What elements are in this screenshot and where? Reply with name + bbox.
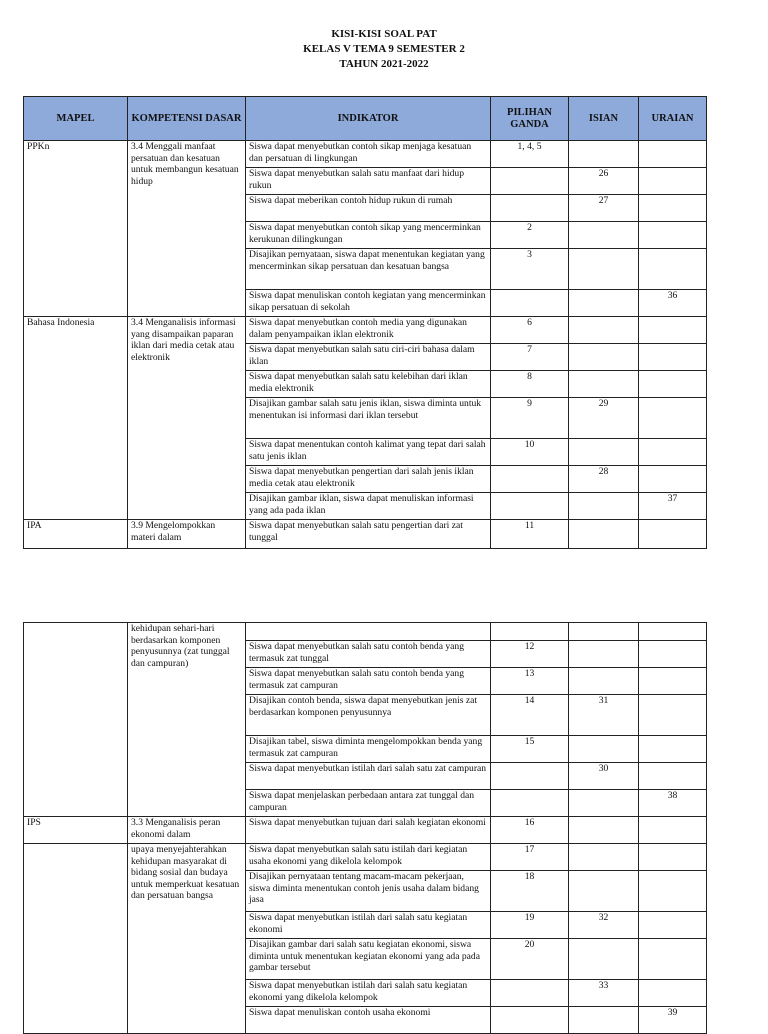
- indikator-cell: Disajikan tabel, siswa diminta mengelompokkan benda yang termasuk zat campuran: [246, 736, 491, 763]
- indikator-cell: Siswa dapat menyebutkan istilah dari salah satu kegiatan ekonomi: [246, 912, 491, 939]
- uraian-cell: 36: [639, 290, 707, 317]
- uraian-cell: [639, 912, 707, 939]
- pilihan-ganda-cell: [491, 466, 569, 493]
- uraian-cell: [639, 520, 707, 549]
- pilihan-ganda-cell: [491, 290, 569, 317]
- isian-cell: 31: [569, 695, 639, 736]
- kompetensi-dasar-cell: 3.9 Mengelompokkan materi dalam: [128, 520, 246, 549]
- indikator-cell: Disajikan contoh benda, siswa dapat menyebutkan jenis zat berdasarkan komponen penyusunnya: [246, 695, 491, 736]
- uraian-cell: [639, 668, 707, 695]
- isian-cell: [569, 317, 639, 344]
- isian-cell: [569, 371, 639, 398]
- indikator-cell: Siswa dapat menyebutkan istilah dari salah satu kegiatan ekonomi yang dikelola kelompok: [246, 980, 491, 1007]
- table-row: [24, 520, 707, 549]
- mapel-cell: [24, 623, 128, 817]
- pilihan-ganda-cell: 17: [491, 844, 569, 871]
- pilihan-ganda-cell: 9: [491, 398, 569, 439]
- pilihan-ganda-cell: 7: [491, 344, 569, 371]
- uraian-cell: [639, 222, 707, 249]
- isian-cell: 32: [569, 912, 639, 939]
- pilihan-ganda-cell: 8: [491, 371, 569, 398]
- doc-title-line1: KISI-KISI SOAL PAT: [331, 28, 437, 40]
- pilihan-ganda-cell: [491, 980, 569, 1007]
- pilihan-ganda-cell: 18: [491, 871, 569, 912]
- indikator-cell: [246, 623, 491, 641]
- uraian-cell: [639, 695, 707, 736]
- indikator-cell: Disajikan pernyataan tentang macam-macam pekerjaan, siswa diminta menentukan contoh jenis usaha dalam bidang jasa: [246, 871, 491, 912]
- col-header-uraian: URAIAN: [639, 97, 707, 141]
- uraian-cell: [639, 736, 707, 763]
- uraian-cell: [639, 398, 707, 439]
- uraian-cell: 37: [639, 493, 707, 520]
- isian-cell: [569, 290, 639, 317]
- uraian-cell: [639, 317, 707, 344]
- pilihan-ganda-cell: 19: [491, 912, 569, 939]
- pilihan-ganda-cell: [491, 1007, 569, 1034]
- indikator-cell: Siswa dapat menyebutkan istilah dari salah satu zat campuran: [246, 763, 491, 790]
- table-row: [24, 317, 707, 344]
- indikator-cell: Siswa dapat menyebutkan salah satu contoh benda yang termasuk zat tunggal: [246, 641, 491, 668]
- isian-cell: [569, 249, 639, 290]
- mapel-cell: IPS: [24, 817, 128, 844]
- pilihan-ganda-cell: 6: [491, 317, 569, 344]
- kompetensi-dasar-cell: kehidupan sehari-hari berdasarkan komponen penyusunnya (zat tunggal dan campuran): [128, 623, 246, 817]
- indikator-cell: Siswa dapat menyebutkan contoh media yang digunakan dalam penyampaikan iklan elektronik: [246, 317, 491, 344]
- indikator-cell: Siswa dapat menyebutkan tujuan dari salah kegiatan ekonomi: [246, 817, 491, 844]
- pilihan-ganda-cell: 2: [491, 222, 569, 249]
- uraian-cell: [639, 939, 707, 980]
- uraian-cell: [639, 980, 707, 1007]
- indikator-cell: Siswa dapat meberikan contoh hidup rukun di rumah: [246, 195, 491, 222]
- uraian-cell: [639, 871, 707, 912]
- kisi-kisi-table-2: [23, 622, 707, 1034]
- kisi-kisi-table-1: [23, 96, 707, 549]
- isian-cell: [569, 871, 639, 912]
- isian-cell: [569, 817, 639, 844]
- indikator-cell: Siswa dapat menyebutkan salah satu kelebihan dari iklan media elektronik: [246, 371, 491, 398]
- uraian-cell: [639, 249, 707, 290]
- pilihan-ganda-cell: 13: [491, 668, 569, 695]
- pilihan-ganda-cell: [491, 493, 569, 520]
- uraian-cell: 39: [639, 1007, 707, 1034]
- isian-cell: [569, 736, 639, 763]
- indikator-cell: Siswa dapat menyebutkan salah satu manfaat dari hidup rukun: [246, 168, 491, 195]
- col-header-indikator: INDIKATOR: [246, 97, 491, 141]
- table-header-row: [24, 97, 707, 141]
- pilihan-ganda-cell: [491, 623, 569, 641]
- isian-cell: [569, 344, 639, 371]
- isian-cell: [569, 668, 639, 695]
- table-row: [24, 623, 707, 641]
- pilihan-ganda-cell: 14: [491, 695, 569, 736]
- kompetensi-dasar-cell: upaya menyejahterahkan kehidupan masyarakat di bidang sosial dan budaya untuk memperkuat kesatuan dan persatuan bangsa: [128, 844, 246, 1034]
- uraian-cell: [639, 641, 707, 668]
- kompetensi-dasar-cell: 3.4 Menganalisis informasi yang disampaikan paparan iklan dari media cetak atau elektronik: [128, 317, 246, 520]
- col-header-pilihan-ganda: PILIHAN GANDA: [491, 97, 569, 141]
- indikator-cell: Siswa dapat menuliskan contoh kegiatan yang mencerminkan sikap persatuan di sekolah: [246, 290, 491, 317]
- isian-cell: [569, 1007, 639, 1034]
- indikator-cell: Siswa dapat menjelaskan perbedaan antara zat tunggal dan campuran: [246, 790, 491, 817]
- pilihan-ganda-cell: [491, 790, 569, 817]
- col-header-isian: ISIAN: [569, 97, 639, 141]
- indikator-cell: Disajikan gambar salah satu jenis iklan, siswa diminta untuk menentukan isi informasi dari iklan tersebut: [246, 398, 491, 439]
- isian-cell: [569, 493, 639, 520]
- isian-cell: [569, 439, 639, 466]
- pilihan-ganda-cell: [491, 763, 569, 790]
- indikator-cell: Disajikan pernyataan, siswa dapat menentukan kegiatan yang mencerminkan sikap persatuan dan kesatuan bangsa: [246, 249, 491, 290]
- pilihan-ganda-cell: 16: [491, 817, 569, 844]
- table-row: [24, 817, 707, 844]
- isian-cell: 28: [569, 466, 639, 493]
- isian-cell: [569, 790, 639, 817]
- isian-cell: [569, 623, 639, 641]
- indikator-cell: Siswa dapat menyebutkan salah satu contoh benda yang termasuk zat campuran: [246, 668, 491, 695]
- uraian-cell: [639, 763, 707, 790]
- isian-cell: [569, 520, 639, 549]
- mapel-cell: PPKn: [24, 141, 128, 317]
- uraian-cell: [639, 623, 707, 641]
- doc-title-line2: KELAS V TEMA 9 SEMESTER 2: [303, 43, 465, 55]
- col-header-mapel: MAPEL: [24, 97, 128, 141]
- indikator-cell: Siswa dapat menyebutkan salah satu pengertian dari zat tunggal: [246, 520, 491, 549]
- isian-cell: 27: [569, 195, 639, 222]
- pilihan-ganda-cell: [491, 195, 569, 222]
- kompetensi-dasar-cell: 3.3 Menganalisis peran ekonomi dalam: [128, 817, 246, 844]
- table-row: [24, 141, 707, 168]
- pilihan-ganda-cell: 12: [491, 641, 569, 668]
- uraian-cell: [639, 168, 707, 195]
- indikator-cell: Siswa dapat menentukan contoh kalimat yang tepat dari salah satu jenis iklan: [246, 439, 491, 466]
- kompetensi-dasar-cell: 3.4 Menggali manfaat persatuan dan kesatuan untuk membangun kesatuan hidup: [128, 141, 246, 317]
- uraian-cell: [639, 817, 707, 844]
- pilihan-ganda-cell: 15: [491, 736, 569, 763]
- isian-cell: [569, 844, 639, 871]
- isian-cell: 29: [569, 398, 639, 439]
- indikator-cell: Siswa dapat menyebutkan salah satu istilah dari kegiatan usaha ekonomi yang dikelola kelompok: [246, 844, 491, 871]
- pilihan-ganda-cell: 11: [491, 520, 569, 549]
- uraian-cell: [639, 195, 707, 222]
- indikator-cell: Siswa dapat menyebutkan salah satu ciri-ciri bahasa dalam iklan: [246, 344, 491, 371]
- pilihan-ganda-cell: 20: [491, 939, 569, 980]
- uraian-cell: 38: [639, 790, 707, 817]
- pilihan-ganda-cell: [491, 168, 569, 195]
- uraian-cell: [639, 141, 707, 168]
- indikator-cell: Siswa dapat menyebutkan pengertian dari salah jenis iklan media cetak atau elektronik: [246, 466, 491, 493]
- uraian-cell: [639, 439, 707, 466]
- indikator-cell: Disajikan gambar iklan, siswa dapat menuliskan informasi yang ada pada iklan: [246, 493, 491, 520]
- isian-cell: [569, 641, 639, 668]
- mapel-cell: Bahasa Indonesia: [24, 317, 128, 520]
- pilihan-ganda-cell: 1, 4, 5: [491, 141, 569, 168]
- indikator-cell: Siswa dapat menuliskan contoh usaha ekonomi: [246, 1007, 491, 1034]
- isian-cell: [569, 939, 639, 980]
- col-header-kompetensi: KOMPETENSI DASAR: [128, 97, 246, 141]
- isian-cell: 26: [569, 168, 639, 195]
- uraian-cell: [639, 371, 707, 398]
- isian-cell: 33: [569, 980, 639, 1007]
- pilihan-ganda-cell: 3: [491, 249, 569, 290]
- isian-cell: 30: [569, 763, 639, 790]
- indikator-cell: Siswa dapat menyebutkan contoh sikap yang mencerminkan kerukunan dilingkungan: [246, 222, 491, 249]
- pilihan-ganda-cell: 10: [491, 439, 569, 466]
- uraian-cell: [639, 466, 707, 493]
- uraian-cell: [639, 344, 707, 371]
- indikator-cell: Disajikan gambar dari salah satu kegiatan ekonomi, siswa diminta untuk menentukan kegiatan ekonomi yang ada pada gambar tersebut: [246, 939, 491, 980]
- mapel-cell: [24, 844, 128, 1034]
- uraian-cell: [639, 844, 707, 871]
- indikator-cell: Siswa dapat menyebutkan contoh sikap menjaga kesatuan dan persatuan di lingkungan: [246, 141, 491, 168]
- mapel-cell: IPA: [24, 520, 128, 549]
- isian-cell: [569, 141, 639, 168]
- table-row: [24, 844, 707, 871]
- isian-cell: [569, 222, 639, 249]
- doc-title-line3: TAHUN 2021-2022: [339, 58, 429, 70]
